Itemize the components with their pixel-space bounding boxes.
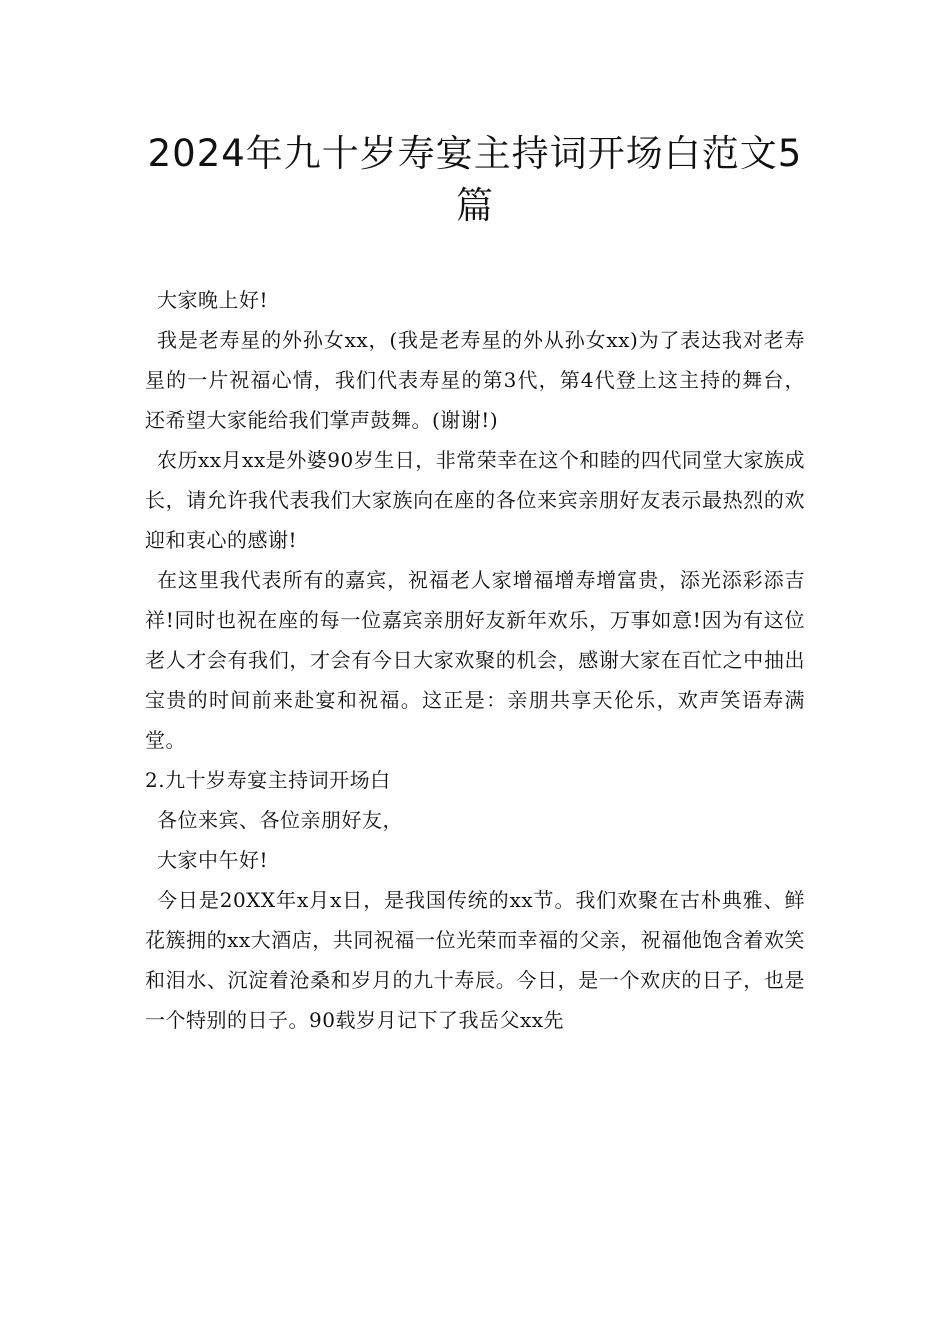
paragraph-birthday-welcome: 农历xx月xx是外婆90岁生日，非常荣幸在这个和睦的四代同堂大家族成长，请允许我代表我们大家族向在座的各位来宾亲朋好友表示最热烈的欢迎和衷心的感谢!: [145, 448, 805, 552]
paragraph-host-introduction: 我是老寿星的外孙女xx，(我是老寿星的外从孙女xx)为了表达我对老寿星的一片祝福心情，我们代表寿星的第3代，第4代登上这主持的舞台，还希望大家能给我们掌声鼓舞。(谢谢!): [145, 328, 805, 432]
paragraph-greeting-noon: 大家中午好!: [157, 848, 269, 872]
paragraph-blessings: 在这里我代表所有的嘉宾，祝福老人家增福增寿增富贵，添光添彩添吉祥!同时也祝在座的每一位嘉宾亲朋好友新年欢乐，万事如意!因为有这位老人才会有我们，才会有今日大家欢聚的机会，感谢大家在百忙之中抽出宝贵的时间前来赴宴和祝福。这正是：亲朋共享天伦乐，欢声笑语寿满堂。: [145, 568, 805, 752]
paragraph-address-guests: 各位来宾、各位亲朋好友，: [157, 808, 403, 832]
document-title: 2024年九十岁寿宴主持词开场白范文5篇: [147, 132, 803, 227]
paragraph-greeting-evening: 大家晚上好!: [157, 288, 269, 312]
section-heading-2: 2.九十岁寿宴主持词开场白: [145, 768, 391, 792]
paragraph-celebration-intro: 今日是20XX年x月x日，是我国传统的xx节。我们欢聚在古朴典雅、鲜花簇拥的xx大酒店，共同祝福一位光荣而幸福的父亲，祝福他饱含着欢笑和泪水、沉淀着沧桑和岁月的九十寿辰。今日，是一个欢庆的日子，也是一个特别的日子。90载岁月记下了我岳父xx先: [145, 888, 805, 1032]
document-body: [145, 280, 805, 1040]
